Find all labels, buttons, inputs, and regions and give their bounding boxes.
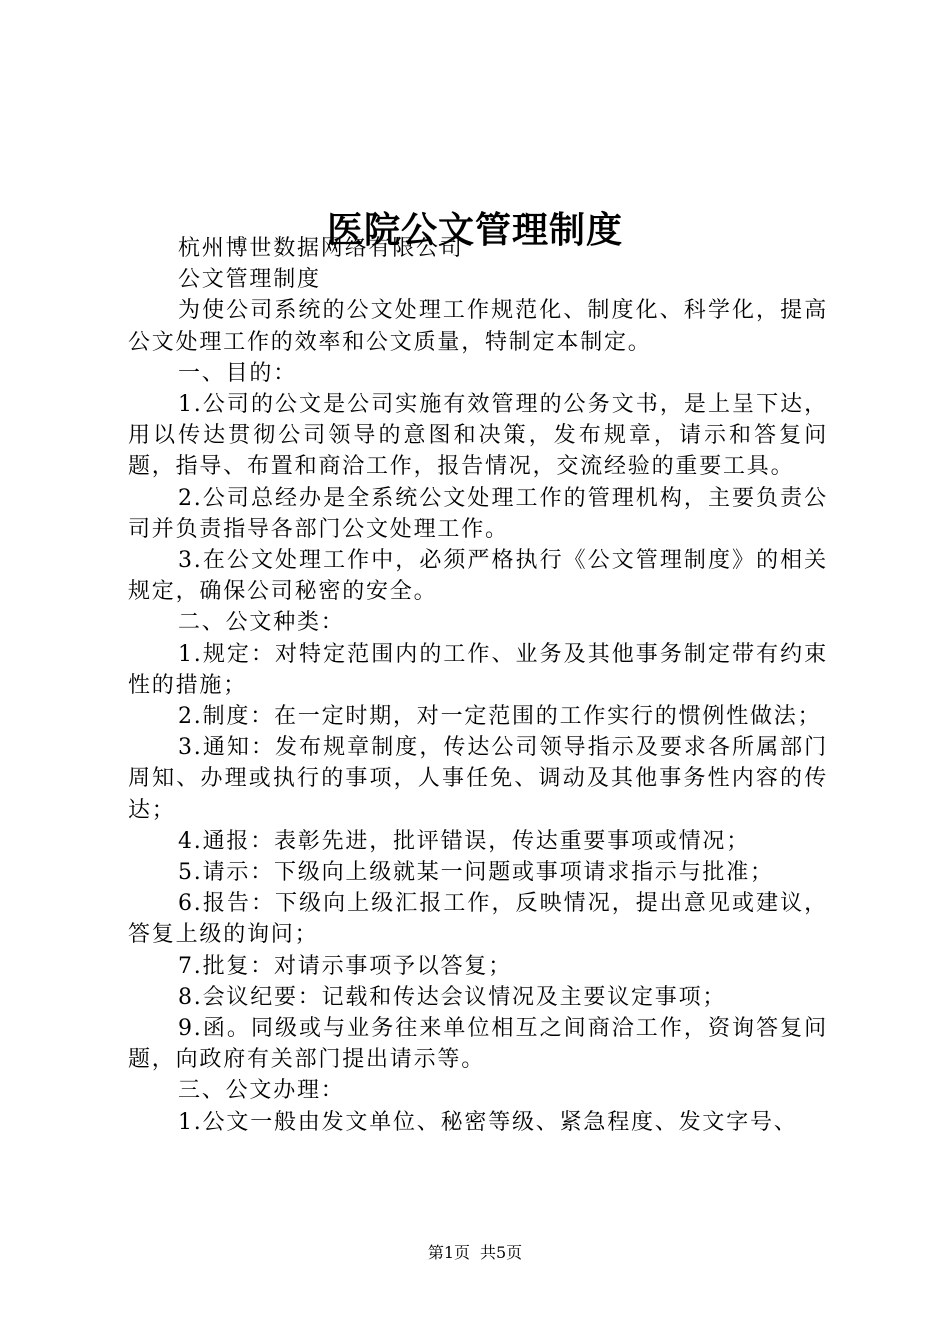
- paragraph: 2.公司总经办是全系统公文处理工作的管理机构，主要负责公司并负责指导各部门公文处理工作。: [128, 485, 828, 542]
- list-item: 7.批复：对请示事项予以答复；: [178, 953, 512, 979]
- list-item: 3.通知：发布规章制度，传达公司领导指示及要求各所属部门周知、办理或执行的事项，人事任免、调动及其他事务性内容的传达；: [128, 735, 828, 823]
- paragraph: 为使公司系统的公文处理工作规范化、制度化、科学化，提高公文处理工作的效率和公文质量，特制定本制定。: [128, 298, 828, 355]
- section-heading-handling: 三、公文办理：: [178, 1078, 345, 1104]
- list-item: 6.报告：下级向上级汇报工作，反映情况，提出意见或建议，答复上级的询问；: [128, 891, 828, 948]
- page-total: 共5页: [480, 1243, 523, 1262]
- section-heading-purpose: 一、目的：: [178, 360, 298, 386]
- document-body: [128, 233, 828, 1138]
- paragraph: 1.公司的公文是公司实施有效管理的公务文书，是上呈下达，用以传达贯彻公司领导的意图和决策，发布规章，请示和答复问题，指导、布置和商洽工作，报告情况，交流经验的重要工具。: [128, 392, 828, 480]
- paragraph: 3.在公文处理工作中，必须严格执行《公文管理制度》的相关规定，确保公司秘密的安全。: [128, 548, 828, 605]
- list-item: 8.会议纪要：记载和传达会议情况及主要议定事项；: [178, 984, 727, 1010]
- page-number: 第1页: [427, 1243, 470, 1262]
- list-item: 4.通报：表彰先进，批评错误，传达重要事项或情况；: [178, 828, 750, 854]
- list-item: 9.函。同级或与业务往来单位相互之间商洽工作，资询答复问题，向政府有关部门提出请示等。: [128, 1016, 828, 1073]
- document-title: 医院公文管理制度: [326, 210, 623, 252]
- list-item: 2.制度：在一定时期，对一定范围的工作实行的惯例性做法；: [178, 704, 822, 730]
- section-title: 公文管理制度: [178, 267, 321, 293]
- list-item: 1.公文一般由发文单位、秘密等级、紧急程度、发文字号、: [178, 1109, 798, 1135]
- list-item: 1.规定：对特定范围内的工作、业务及其他事务制定带有约束性的措施；: [128, 641, 828, 698]
- page-footer: [0, 1242, 950, 1264]
- list-item: 5.请示：下级向上级就某一问题或事项请求指示与批准；: [178, 860, 774, 886]
- company-name: 杭州博世数据网络有限公司: [178, 236, 464, 261]
- section-heading-types: 二、公文种类：: [178, 610, 345, 636]
